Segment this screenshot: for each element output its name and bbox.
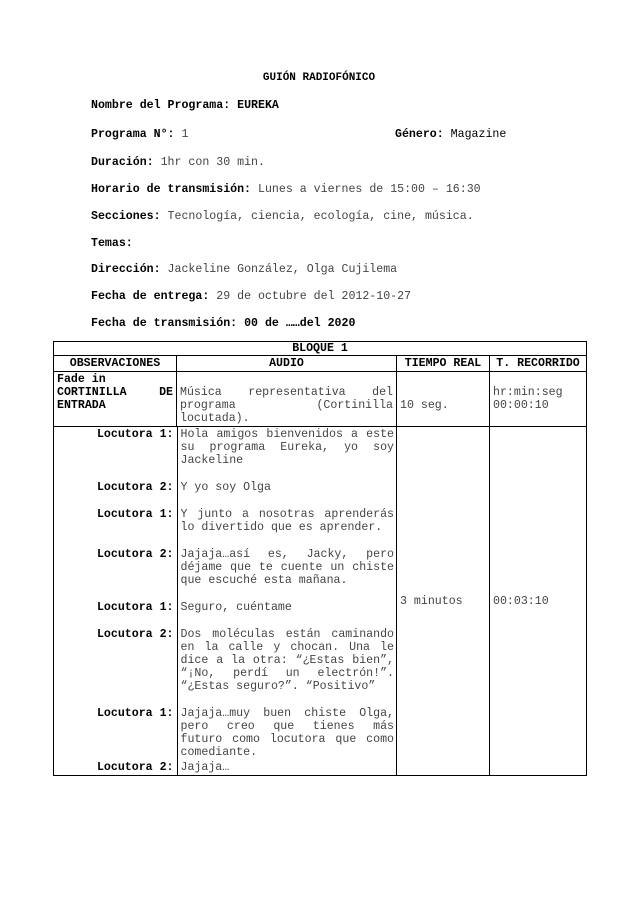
field-duracion-label: Duración: — [91, 156, 154, 169]
speaker-label: Locutora 2: — [54, 760, 177, 775]
field-numero-value: 1 — [181, 128, 189, 141]
spacer — [54, 588, 177, 600]
speaker-label: Locutora 1: — [54, 427, 177, 468]
field-transmision-value: 00 de ……del 2020 — [244, 317, 356, 330]
spacer — [177, 588, 397, 600]
field-transmision-label: Fecha de transmisión: — [91, 317, 238, 330]
row1-tiempo-real: 10 seg. — [397, 372, 490, 427]
field-numero — [91, 128, 188, 141]
field-programa-label: Nombre del Programa: — [91, 99, 231, 112]
field-direccion-label: Dirección: — [91, 263, 161, 276]
field-horario — [91, 183, 481, 196]
row1-audio: Música representativa del programa (Cortinilla locutada). — [177, 372, 397, 427]
field-secciones-value: Tecnología, ciencia, ecología, cine, música. — [167, 210, 474, 223]
table-row — [54, 427, 587, 776]
dialogue-text: Y junto a nosotras aprenderás lo divertido que es aprender. — [180, 508, 394, 534]
script-table — [53, 341, 587, 776]
col-header-observaciones: OBSERVACIONES — [54, 356, 177, 372]
speaker-label: Locutora 2: — [54, 627, 177, 694]
field-secciones — [91, 210, 474, 223]
row1-obs-word: CORTINILLA — [57, 386, 127, 399]
table-row — [54, 372, 587, 427]
row1-recorrido-format: hr:min:seg — [493, 386, 563, 399]
dialogue-text: Dos moléculas están caminando en la calle y chocan. Una le dice a la otra: “¿Estas bien”, “¡No, perdí un electrón!”. “¿Estas seguro?”. “Positivo” — [180, 628, 394, 693]
speaker-label: Locutora 1: — [54, 600, 177, 615]
field-duracion-value: 1hr con 30 min. — [160, 156, 265, 169]
col-header-audio: AUDIO — [177, 356, 397, 372]
field-secciones-label: Secciones: — [91, 210, 161, 223]
speaker-label: Locutora 2: — [54, 480, 177, 495]
field-temas-label: Temas: — [91, 237, 133, 250]
row1-obs-line: Fade in — [57, 373, 106, 386]
field-duracion — [91, 156, 265, 169]
field-programa — [91, 99, 279, 112]
field-horario-label: Horario de transmisión: — [91, 183, 252, 196]
spacer — [177, 694, 397, 706]
dialogue-text: Jajaja…muy buen chiste Olga, pero creo que tienes más futuro como locutora que como comediante. — [180, 707, 394, 759]
dialogue-text: Y yo soy Olga — [180, 481, 271, 494]
dialogue-text: Jajaja…así es, Jacky, pero déjame que te cuente un chiste que escuché esta mañana. — [180, 548, 394, 587]
speaker-label: Locutora 1: — [54, 507, 177, 535]
bloque-header: BLOQUE 1 — [54, 342, 587, 356]
row2-dialogue — [54, 427, 397, 776]
speaker-label: Locutora 1: — [54, 706, 177, 760]
row1-obs-line — [57, 386, 173, 399]
row1-recorrido-value: 00:00:10 — [493, 399, 549, 412]
dialogue-lines — [54, 427, 397, 775]
field-genero-value: Magazine — [450, 128, 507, 141]
row1-obs-word: DE — [159, 386, 173, 399]
row2-tiempo-real: 3 minutos — [397, 427, 490, 776]
spacer — [177, 468, 397, 480]
row1-t-recorrido — [490, 372, 587, 427]
row1-obs-line: ENTRADA — [57, 399, 106, 412]
row2-t-recorrido: 00:03:10 — [490, 427, 587, 776]
page-title: GUIÓN RADIOFÓNICO — [262, 72, 376, 84]
col-header-tiempo-real: TIEMPO REAL — [397, 356, 490, 372]
field-temas — [91, 237, 133, 250]
field-direccion — [91, 263, 397, 276]
spacer — [54, 495, 177, 507]
spacer — [54, 535, 177, 547]
speaker-label: Locutora 2: — [54, 547, 177, 588]
field-genero — [395, 128, 506, 141]
row1-observaciones — [54, 372, 177, 427]
dialogue-text: Hola amigos bienvenidos a este su programa Eureka, yo soy Jackeline — [180, 428, 394, 467]
field-numero-label: Programa N°: — [91, 128, 175, 141]
field-transmision — [91, 317, 355, 330]
field-direccion-value: Jackeline González, Olga Cujilema — [167, 263, 398, 276]
spacer — [177, 495, 397, 507]
field-entrega-label: Fecha de entrega: — [91, 290, 210, 303]
field-horario-value: Lunes a viernes de 15:00 – 16:30 — [258, 183, 481, 196]
dialogue-text: Jajaja… — [180, 761, 230, 774]
spacer — [54, 615, 177, 627]
spacer — [177, 615, 397, 627]
spacer — [54, 694, 177, 706]
spacer — [54, 468, 177, 480]
field-genero-label: Género: — [395, 128, 444, 141]
dialogue-text: Seguro, cuéntame — [180, 601, 292, 614]
field-programa-value: EUREKA — [237, 99, 279, 112]
spacer — [177, 535, 397, 547]
field-entrega-value: 29 de octubre del 2012-10-27 — [216, 290, 412, 303]
col-header-t-recorrido: T. RECORRIDO — [490, 356, 587, 372]
field-entrega — [91, 290, 411, 303]
